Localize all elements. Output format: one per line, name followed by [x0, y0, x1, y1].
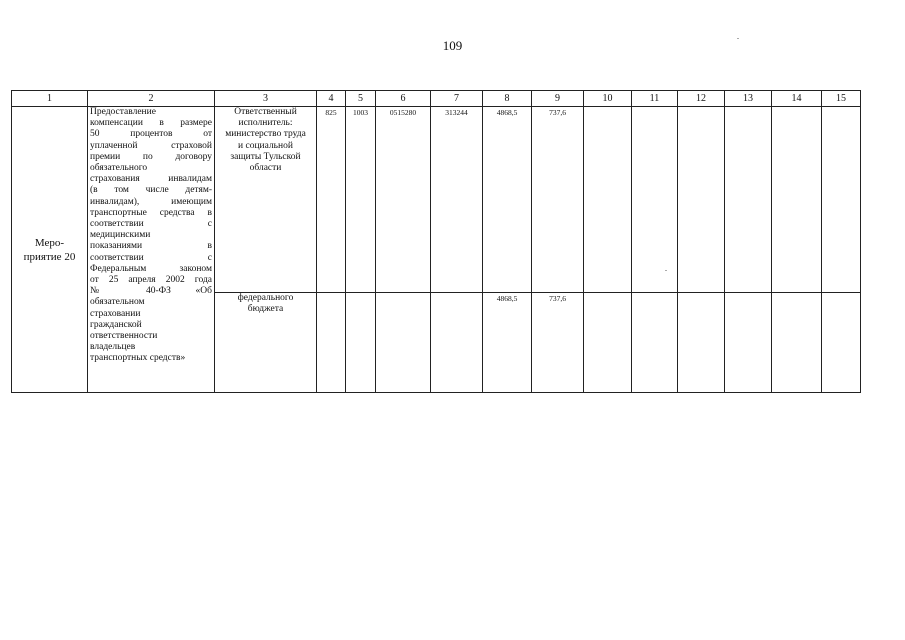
header-cell: 13	[725, 91, 772, 107]
empty-cell	[317, 293, 346, 393]
executor-cell	[215, 107, 317, 293]
description-line: обязательного	[90, 163, 148, 174]
header-cell: 9	[532, 91, 584, 107]
description-line: гражданской	[90, 319, 142, 330]
executor-line: защиты Тульской	[230, 151, 301, 162]
description-line: ответственности	[90, 331, 158, 342]
description-line: медицинскими	[90, 230, 151, 241]
activity-label-line: Меро-	[34, 236, 65, 249]
table-header-row	[12, 91, 861, 107]
executor-line: и социальной	[238, 140, 293, 151]
executor-line: исполнитель:	[238, 118, 293, 129]
executor-line: бюджета	[247, 304, 284, 315]
col8-value: 4868,5	[483, 107, 532, 293]
activity-label-line: приятие 20	[23, 250, 76, 263]
header-cell: 1	[12, 91, 88, 107]
empty-cell	[772, 293, 822, 393]
description-line: уплаченной страховой	[90, 140, 212, 151]
col6-value: 0515280	[376, 107, 431, 293]
header-cell: 6	[376, 91, 431, 107]
description-line: № 40-ФЗ «Об	[90, 286, 212, 297]
header-cell: 3	[215, 91, 317, 107]
executor-cell	[215, 293, 317, 393]
executor-line: министерство труда	[225, 129, 306, 140]
empty-cell	[822, 107, 861, 293]
description-line: показаниями в	[90, 241, 212, 252]
description-line: Федеральным законом	[90, 263, 212, 274]
header-cell: 12	[678, 91, 725, 107]
col8-value: 4868,5	[483, 293, 532, 393]
executor-line: области	[249, 163, 282, 174]
description-line: (в том числе детям-	[90, 185, 212, 196]
empty-cell	[376, 293, 431, 393]
description-line: владельцев	[90, 342, 136, 353]
empty-cell	[678, 107, 725, 293]
empty-cell	[632, 107, 678, 293]
empty-cell	[431, 293, 483, 393]
description-line: страхования инвалидам	[90, 174, 212, 185]
program-table	[11, 90, 861, 393]
empty-cell	[346, 293, 376, 393]
description-cell	[88, 107, 215, 393]
col9-value: 737,6	[532, 293, 584, 393]
description-line: соответствии с	[90, 219, 212, 230]
header-cell: 4	[317, 91, 346, 107]
description-line: Предоставление	[90, 107, 156, 117]
header-cell: 5	[346, 91, 376, 107]
col7-value: 313244	[431, 107, 483, 293]
description-line: соответствии с	[90, 252, 212, 263]
page-number: 109	[442, 38, 463, 53]
header-cell: 14	[772, 91, 822, 107]
scan-speck	[737, 38, 739, 39]
executor-line: Ответственный	[234, 107, 297, 117]
description-line: транспортных средств»	[90, 353, 186, 364]
description-line: транспортные средства в	[90, 207, 212, 218]
description-line: обязательном	[90, 297, 145, 308]
description-line: компенсации в размере	[90, 118, 212, 129]
col5-value: 1003	[346, 107, 376, 293]
empty-cell	[632, 293, 678, 393]
activity-cell	[12, 107, 88, 393]
header-cell: 2	[88, 91, 215, 107]
description-line: от 25 апреля 2002 года	[90, 275, 212, 286]
header-cell: 10	[584, 91, 632, 107]
empty-cell	[725, 293, 772, 393]
description-line: инвалидам), имеющим	[90, 196, 212, 207]
empty-cell	[584, 293, 632, 393]
header-cell: 7	[431, 91, 483, 107]
header-cell: 11	[632, 91, 678, 107]
table-row	[12, 107, 861, 293]
description-line: премии по договору	[90, 151, 212, 162]
col9-value: 737,6	[532, 107, 584, 293]
description-line: страховании	[90, 308, 141, 319]
header-cell: 8	[483, 91, 532, 107]
col4-value: 825	[317, 107, 346, 293]
executor-line: федерального	[237, 293, 294, 303]
empty-cell	[725, 107, 772, 293]
description-line: 50 процентов от	[90, 129, 212, 140]
empty-cell	[822, 293, 861, 393]
empty-cell	[772, 107, 822, 293]
header-cell: 15	[822, 91, 861, 107]
empty-cell	[678, 293, 725, 393]
empty-cell	[584, 107, 632, 293]
